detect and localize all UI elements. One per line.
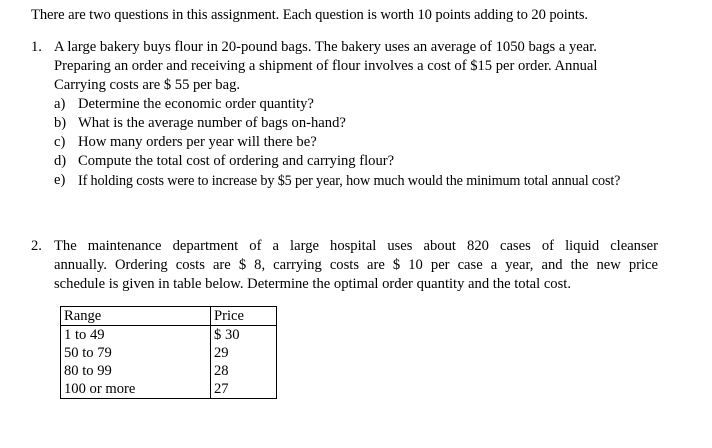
table-row bbox=[61, 344, 277, 362]
table-row bbox=[61, 380, 277, 399]
question-number: 1. bbox=[31, 39, 42, 55]
sub-question-text: Determine the economic order quantity? bbox=[78, 96, 314, 112]
question-1 bbox=[31, 38, 659, 191]
assignment-intro: There are two questions in this assignment. Each question is worth 10 points adding to 20 points. bbox=[31, 7, 588, 23]
sub-question bbox=[54, 133, 659, 152]
price-cell: 29 bbox=[211, 344, 277, 362]
question-line: The maintenance department of a large hospital uses about 820 cases of liquid cleanser bbox=[54, 238, 658, 254]
question-line: A large bakery buys flour in 20-pound bags. The bakery uses an average of 1050 bags a year. bbox=[54, 39, 597, 55]
sub-question-label: a) bbox=[54, 96, 66, 112]
question-2 bbox=[31, 237, 659, 294]
question-text bbox=[54, 237, 658, 294]
sub-question bbox=[54, 114, 659, 133]
sub-question-label: c) bbox=[54, 134, 66, 150]
sub-question-text: What is the average number of bags on-hand? bbox=[78, 115, 346, 131]
column-header: Price bbox=[211, 307, 277, 326]
sub-question-label: e) bbox=[54, 172, 66, 188]
sub-question bbox=[54, 171, 659, 191]
column-header: Range bbox=[61, 307, 211, 326]
sub-question bbox=[54, 95, 659, 114]
range-cell: 50 to 79 bbox=[61, 344, 211, 362]
range-cell: 80 to 99 bbox=[61, 362, 211, 380]
price-cell: 27 bbox=[211, 380, 277, 399]
table-row bbox=[61, 362, 277, 380]
sub-question-text: If holding costs were to increase by $5 per year, how much would the minimum total annual cost? bbox=[78, 173, 621, 189]
sub-question-text: How many orders per year will there be? bbox=[78, 134, 317, 150]
sub-question-label: d) bbox=[54, 153, 67, 169]
price-cell: 28 bbox=[211, 362, 277, 380]
question-text bbox=[54, 38, 658, 95]
question-line: Carrying costs are $ 55 per bag. bbox=[54, 77, 241, 93]
question-number: 2. bbox=[31, 238, 42, 254]
price-schedule-table bbox=[60, 306, 277, 399]
price-cell: $ 30 bbox=[211, 326, 277, 345]
range-cell: 1 to 49 bbox=[61, 326, 211, 345]
sub-question-label: b) bbox=[54, 115, 67, 131]
sub-question-list bbox=[54, 95, 659, 191]
question-line: annually. Ordering costs are $ 8, carrying costs are $ 10 per case a year, and the new price bbox=[54, 257, 658, 273]
question-line: Preparing an order and receiving a shipment of flour involves a cost of $15 per order. Annual bbox=[54, 58, 598, 74]
sub-question bbox=[54, 152, 659, 171]
table-header-row bbox=[61, 307, 277, 326]
table-row bbox=[61, 326, 277, 345]
question-line: schedule is given in table below. Determine the optimal order quantity and the total cost. bbox=[54, 276, 571, 292]
range-cell: 100 or more bbox=[61, 380, 211, 399]
sub-question-text: Compute the total cost of ordering and carrying flour? bbox=[78, 153, 395, 169]
